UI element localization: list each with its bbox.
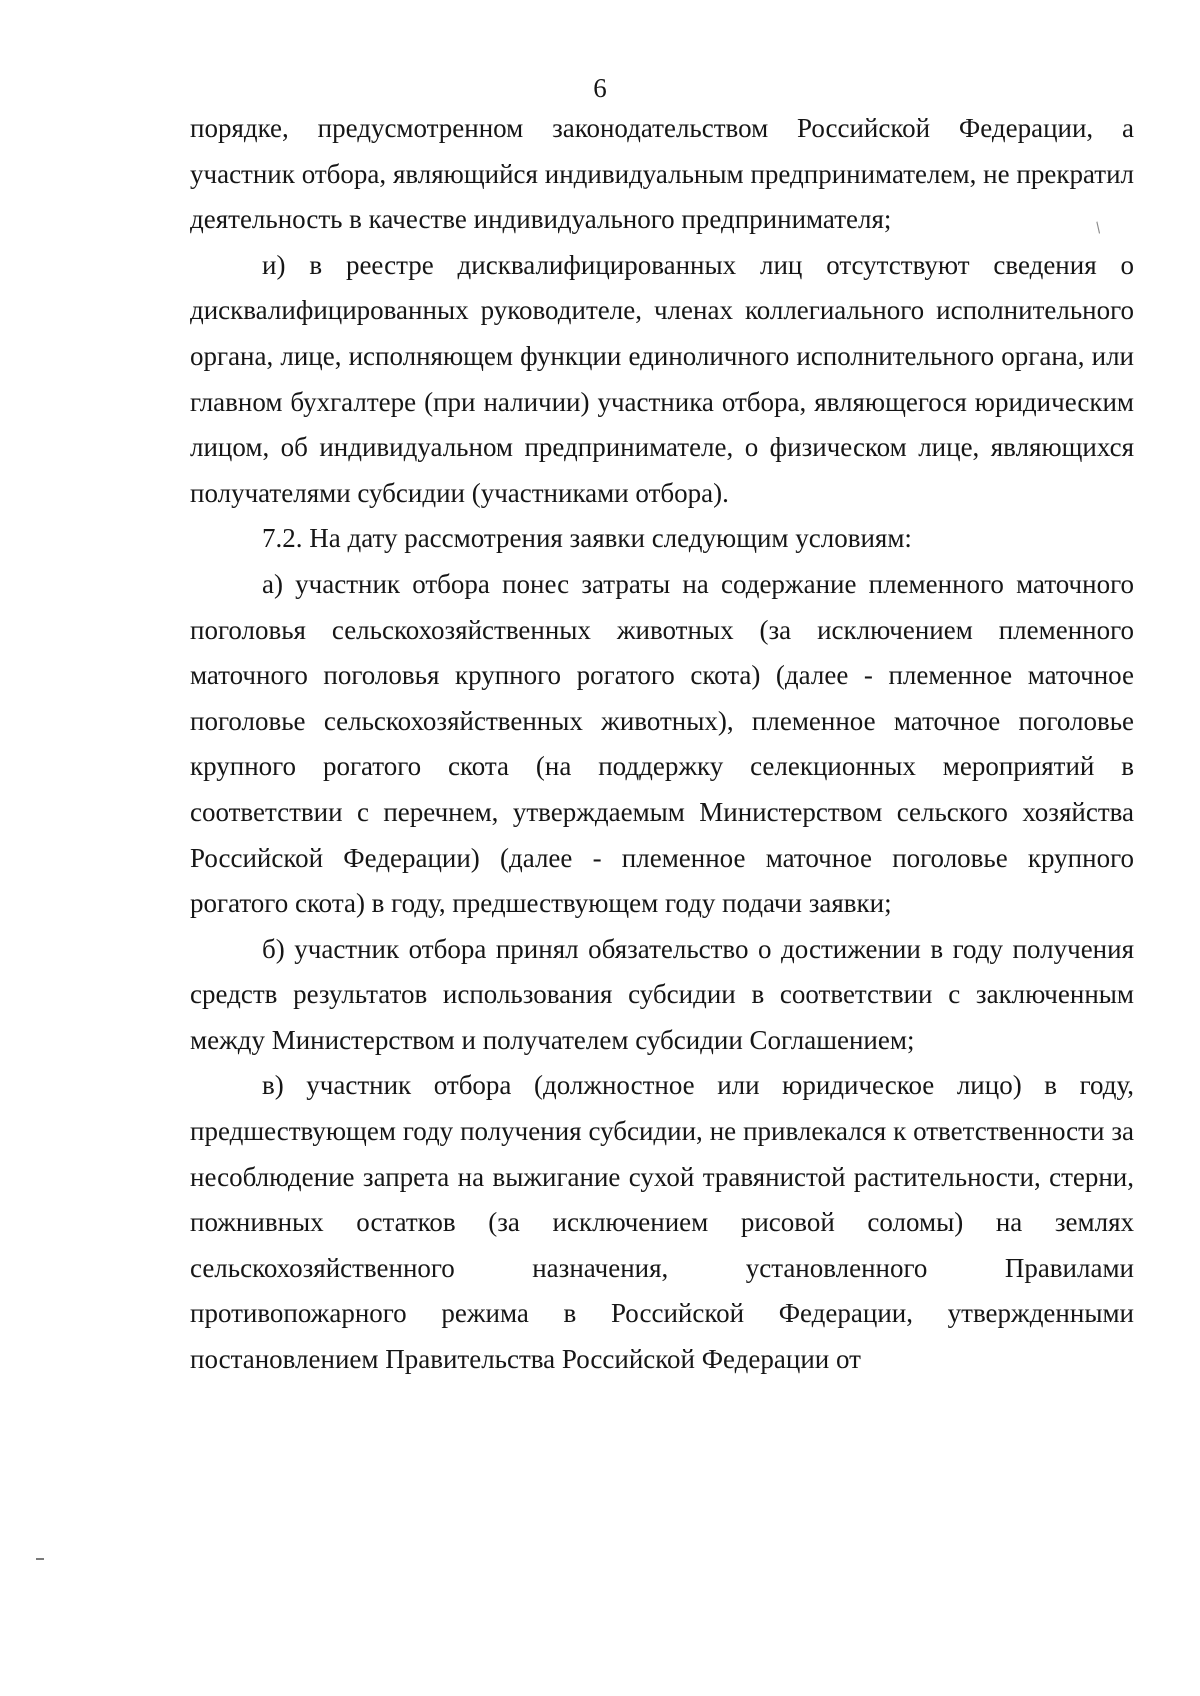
- document-body: [190, 106, 1134, 1383]
- paragraph-continuation: порядке, предусмотренном законодательством Российской Федерации, а участник отбора, являющийся индивидуальным предпринимателем, не прекратил деятельность в качестве индивидуального предпринимателя;: [190, 113, 1134, 235]
- paragraph-item-v: в) участник отбора (должностное или юридическое лицо) в году, предшествующем году получения субсидии, не привлекался к ответственности за несоблюдение запрета на выжигание сухой травянистой растительности, стерни, пожнивных остатков (за исключением рисовой соломы) на землях сельскохозяйственного назначения, установленного Правилами противопожарного режима в Российской Федерации, утвержденными постановлением Правительства Российской Федерации от: [190, 1070, 1134, 1375]
- scan-artifact-dash: [36, 1558, 44, 1560]
- paragraph-item-a: а) участник отбора понес затраты на содержание племенного маточного поголовья сельскохозяйственных животных (за исключением племенного маточного поголовья крупного рогатого скота) (далее - племенное маточное поголовье сельскохозяйственных животных), племенное маточное поголовье крупного рогатого скота (на поддержку селекционных мероприятий в соответствии с перечнем, утверждаемым Министерством сельского хозяйства Российской Федерации) (далее - племенное маточное поголовье крупного рогатого скота) в году, предшествующем году подачи заявки;: [190, 568, 1134, 919]
- page-number: 6: [593, 73, 607, 103]
- paragraph-item-i: и) в реестре дисквалифицированных лиц отсутствуют сведения о дисквалифицированных руководителе, членах коллегиального исполнительного органа, лице, исполняющем функции единоличного исполнительного органа, или главном бухгалтере (при наличии) участника отбора, являющегося юридическим лицом, об индивидуальном предпринимателе, о физическом лице, являющихся получателями субсидии (участниками отбора).: [190, 249, 1134, 508]
- paragraph-section-7-2: 7.2. На дату рассмотрения заявки следующим условиям:: [262, 523, 912, 554]
- scan-artifact-mark: /: [1092, 219, 1105, 237]
- paragraph-item-b: б) участник отбора принял обязательство о достижении в году получения средств результатов использования субсидии в соответствии с заключенным между Министерством и получателем субсидии Соглашением;: [190, 933, 1134, 1055]
